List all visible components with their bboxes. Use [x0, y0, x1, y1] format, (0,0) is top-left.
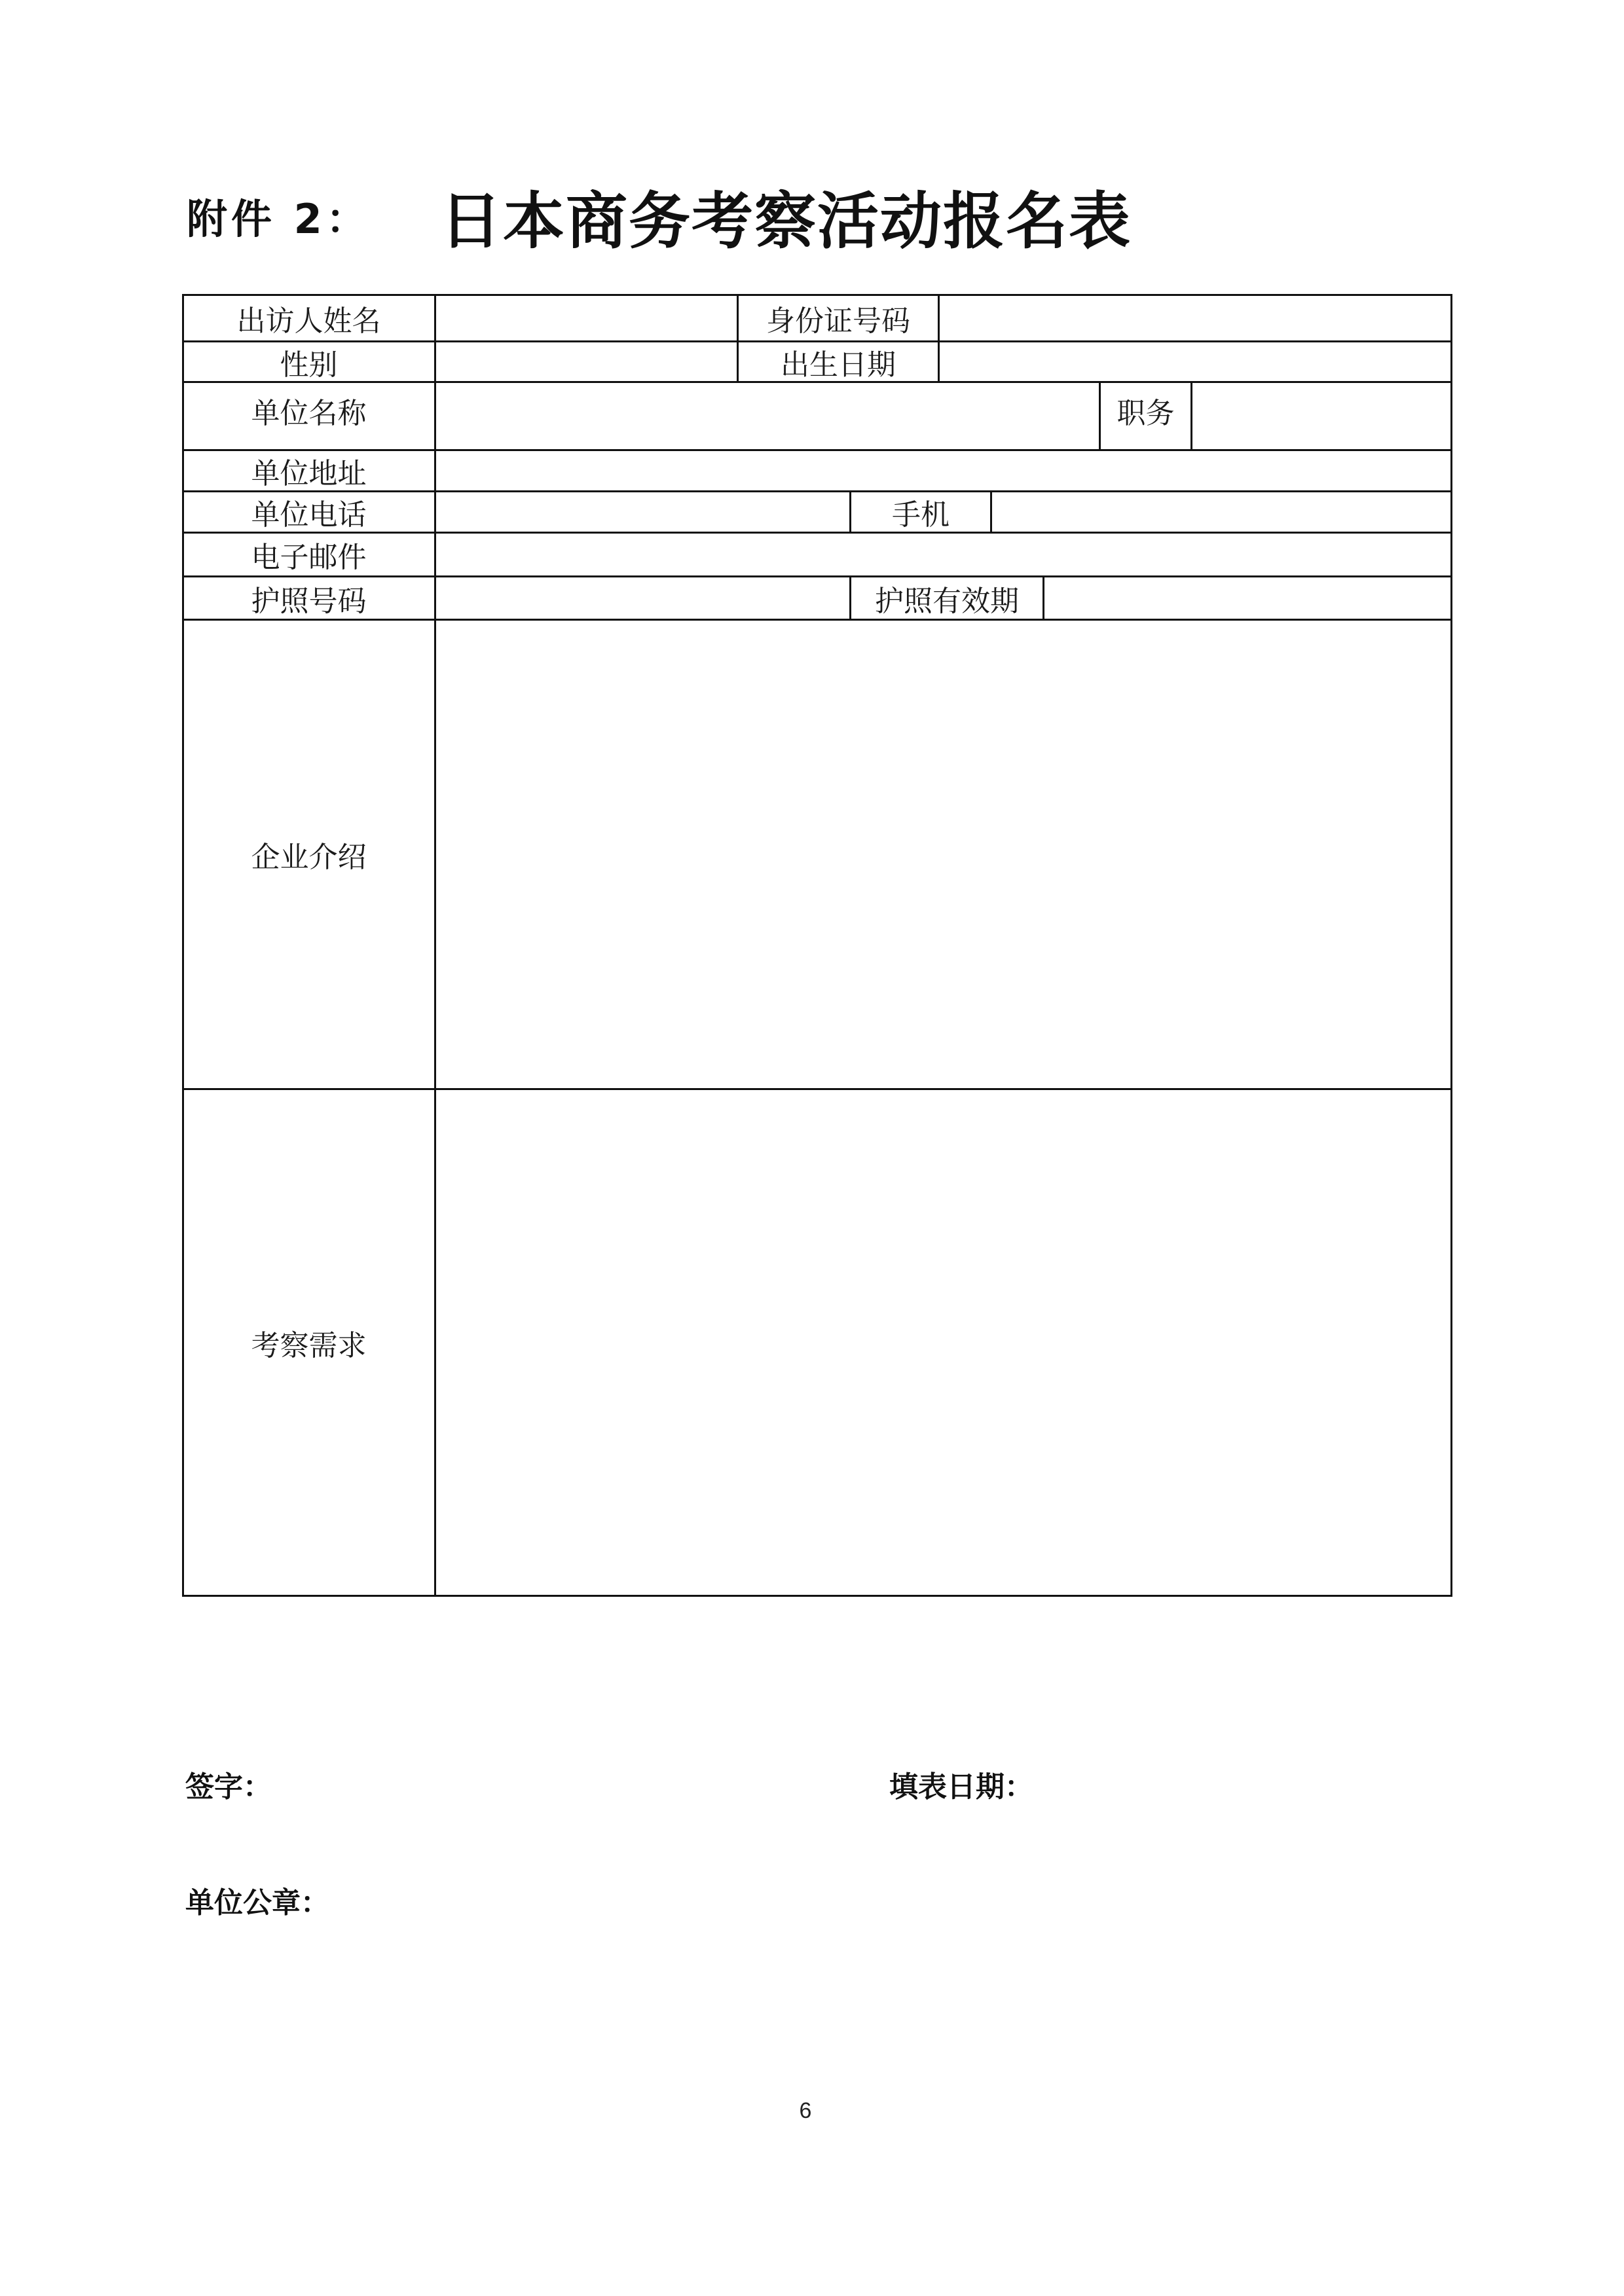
company-intro-label: 企业介绍 [251, 841, 367, 874]
gender-label: 性别 [280, 348, 338, 382]
company-address-field[interactable] [436, 451, 1450, 490]
birth-date-field[interactable] [940, 342, 1450, 381]
visit-needs-field[interactable] [436, 1090, 1450, 1595]
id-number-field[interactable] [940, 295, 1450, 340]
passport-validity-label: 护照有效期 [875, 584, 1019, 618]
mobile-label: 手机 [892, 498, 950, 532]
company-name-field[interactable] [436, 383, 1099, 449]
company-address-label: 单位地址 [251, 457, 367, 490]
page-title: 日本商务考察活动报名表 [440, 186, 1132, 257]
company-name-label: 单位名称 [251, 397, 367, 430]
company-seal-label: 单位公章： [185, 1886, 329, 1920]
gender-field[interactable] [436, 342, 737, 381]
fill-date-label: 填表日期： [889, 1770, 1033, 1804]
mobile-field[interactable] [992, 492, 1450, 532]
birth-date-label: 出生日期 [781, 348, 896, 382]
signature-label: 签字： [185, 1770, 272, 1804]
passport-validity-field[interactable] [1044, 577, 1450, 619]
position-field[interactable] [1192, 383, 1450, 449]
passport-number-label: 护照号码 [251, 584, 367, 618]
visit-needs-label: 考察需求 [251, 1328, 367, 1362]
position-label: 职务 [1116, 397, 1175, 430]
id-number-label: 身份证号码 [766, 304, 910, 338]
company-phone-field[interactable] [436, 492, 849, 532]
email-label: 电子邮件 [251, 541, 367, 574]
page-number: 6 [799, 2098, 812, 2123]
passport-number-field[interactable] [436, 577, 849, 619]
email-field[interactable] [436, 534, 1450, 575]
company-intro-field[interactable] [436, 621, 1450, 1088]
attachment-label: 附件 2： [187, 195, 371, 243]
visitor-name-label: 出访人姓名 [236, 304, 381, 338]
company-phone-label: 单位电话 [251, 498, 367, 532]
visitor-name-field[interactable] [436, 295, 737, 340]
